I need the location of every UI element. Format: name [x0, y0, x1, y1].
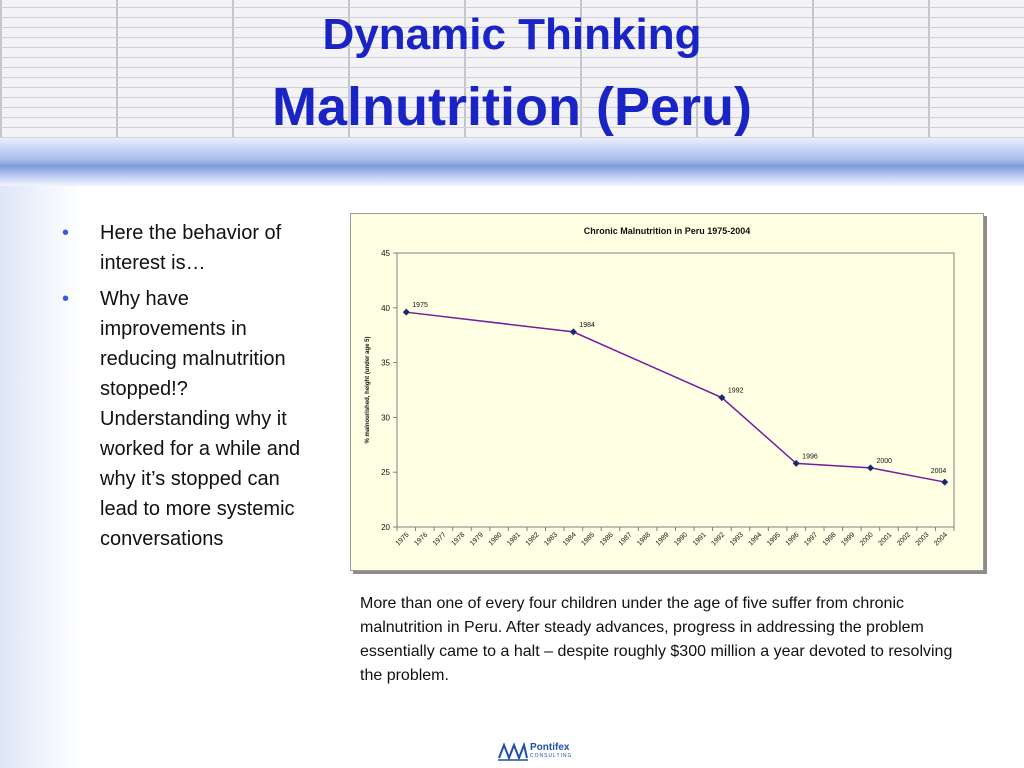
- pontifex-logo: [498, 742, 608, 764]
- x-tick-label: 1975: [394, 531, 411, 548]
- data-point-marker: [867, 464, 874, 471]
- data-point-label: 1992: [727, 387, 744, 395]
- y-tick-label: 20: [381, 523, 390, 532]
- chart-caption: More than one of every four children under the age of five suffer from chronic malnutrition in Peru. After steady advances, progress in addressing the problem essentially came to a halt – despite roughly $300 million a year devoted to resolving the problem.: [360, 595, 953, 684]
- data-point-marker: [403, 309, 410, 316]
- chart-container: [350, 213, 984, 571]
- x-tick-label: 2003: [914, 531, 931, 548]
- x-tick-label: 1992: [710, 531, 727, 548]
- data-point-label: 2004: [930, 468, 947, 476]
- x-tick-label: 1995: [766, 531, 783, 548]
- y-tick-label: 25: [381, 468, 390, 478]
- x-tick-label: 2004: [933, 531, 950, 548]
- y-tick-label: 45: [381, 249, 390, 258]
- data-point-label: 2000: [876, 457, 893, 465]
- header-gradient-band: [0, 138, 1024, 186]
- x-tick-label: 1980: [487, 531, 504, 548]
- bullet-item: [62, 218, 312, 278]
- bullet-text: Here the behavior of interest is…: [100, 222, 282, 274]
- chart-title: Chronic Malnutrition in Peru 1975-2004: [583, 226, 751, 236]
- y-tick-label: 40: [381, 303, 390, 313]
- y-tick-label: 30: [381, 413, 390, 423]
- x-tick-label: 1996: [784, 531, 801, 548]
- x-tick-label: 1998: [821, 531, 838, 548]
- y-tick-label: 35: [381, 358, 390, 368]
- logo-subtitle: CONSULTING: [530, 753, 573, 759]
- bullet-list: [62, 218, 312, 560]
- x-tick-label: 1988: [636, 531, 653, 548]
- pontifex-logo-icon: [498, 742, 528, 762]
- plot-area: [397, 253, 954, 527]
- x-tick-label: 1990: [673, 531, 690, 548]
- x-tick-label: 1983: [543, 531, 560, 548]
- x-tick-label: 1997: [803, 531, 820, 548]
- x-tick-label: 1986: [598, 531, 615, 548]
- x-tick-label: 1978: [450, 531, 467, 548]
- x-tick-label: 2002: [896, 531, 912, 548]
- x-tick-label: 1984: [561, 531, 578, 548]
- bullet-item: [62, 284, 312, 554]
- x-tick-label: 1987: [617, 531, 634, 548]
- x-tick-label: 2001: [877, 531, 894, 548]
- slide-subtitle: Malnutrition (Peru): [272, 77, 752, 137]
- x-tick-label: 1976: [413, 531, 430, 548]
- x-tick-label: 1993: [728, 531, 745, 548]
- bullet-text: Why have improvements in reducing malnutrition stopped!? Understanding why it worked for a while and why it’s stopped can lead to more systemic conversations: [100, 288, 301, 550]
- slide-title: Dynamic Thinking: [322, 10, 702, 59]
- data-point-marker: [570, 328, 577, 335]
- x-tick-label: 1999: [840, 531, 857, 548]
- x-axis-ticks: [395, 527, 954, 547]
- data-point-label: 1996: [802, 453, 818, 461]
- bullet-dot-icon: •: [62, 222, 70, 244]
- y-axis-ticks: [381, 249, 397, 532]
- x-tick-label: 1982: [524, 531, 541, 548]
- logo-name: Pontifex: [530, 742, 570, 753]
- x-tick-label: 1994: [747, 531, 764, 548]
- data-point-label: 1984: [579, 321, 595, 329]
- x-tick-label: 1985: [580, 531, 597, 548]
- x-tick-label: 1991: [691, 531, 708, 548]
- data-point-label: 1975: [412, 302, 428, 310]
- y-axis-label: % malnourished, height (under age 5): [365, 336, 371, 444]
- x-tick-label: 2000: [858, 531, 875, 548]
- data-point-marker: [941, 479, 948, 486]
- data-markers: [403, 302, 948, 485]
- series-line: [406, 312, 944, 482]
- x-tick-label: 1979: [468, 531, 485, 548]
- malnutrition-line-chart: [351, 214, 983, 570]
- x-tick-label: 1989: [654, 531, 671, 548]
- x-tick-label: 1981: [506, 531, 523, 548]
- bullet-dot-icon: •: [62, 288, 70, 310]
- x-tick-label: 1977: [431, 531, 448, 548]
